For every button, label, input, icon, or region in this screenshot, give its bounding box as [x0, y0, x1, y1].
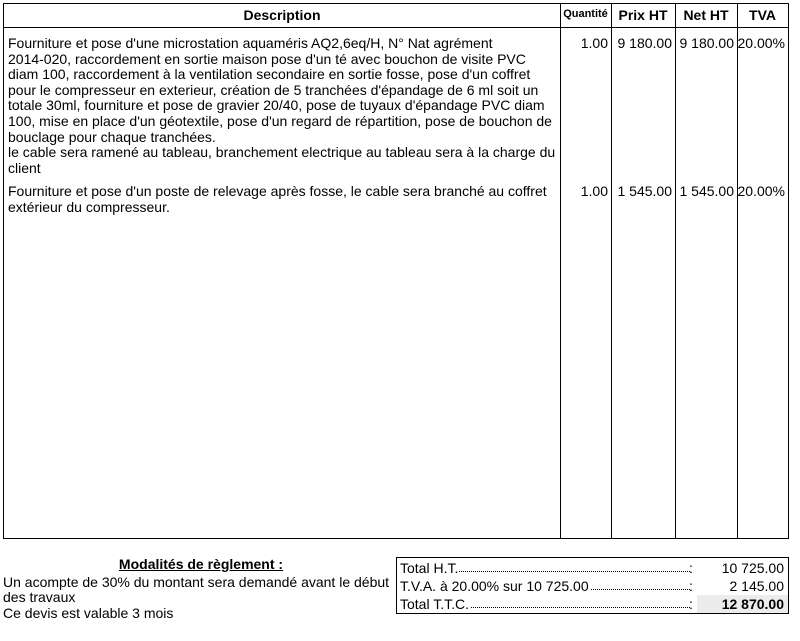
- header-net-ht: Net HT: [683, 7, 729, 23]
- description-line: 100, mise en place d'un géotextile, pose d'un regard de répartition, pose de bouchon de: [8, 112, 552, 129]
- payment-terms-title: Modalités de règlement :: [118, 556, 284, 572]
- total-ht-value: 10 725.00: [721, 560, 784, 576]
- payment-terms: [3, 557, 393, 621]
- row-prix-ht: 1 545.00: [617, 183, 672, 199]
- description-line: bouclage pour chaque tranchées.: [8, 128, 216, 145]
- row-net-ht: 1 545.00: [679, 183, 734, 199]
- description-line: le cable sera ramené au tableau, branchement electrique au tableau sera à la charge du: [8, 144, 556, 161]
- quote-table: [3, 3, 789, 539]
- description-line: Fourniture et pose d'un poste de relevage après fosse, le cable sera branché au coffret: [8, 183, 547, 199]
- payment-terms-line: des travaux: [3, 589, 76, 605]
- total-ttc-label: Total T.T.C.: [400, 596, 469, 612]
- total-ttc-colon: :: [689, 596, 693, 612]
- row-quantity: 1.00: [580, 35, 608, 51]
- row-description: [8, 184, 554, 215]
- total-ht-colon: :: [689, 560, 693, 576]
- tva-label: T.V.A. à 20.00% sur 10 725.00: [400, 578, 589, 594]
- header-description: Description: [243, 7, 321, 23]
- total-ttc-value: 12 870.00: [721, 596, 784, 612]
- row-tva: 20.00%: [737, 183, 785, 199]
- description-line: totale 30ml, fourniture et pose de gravier 20/40, pose de tuyaux d'épandage PVC diam: [8, 97, 545, 114]
- tva-colon: :: [689, 578, 693, 594]
- table-body: [4, 28, 788, 538]
- row-description: [8, 36, 554, 176]
- total-ht-row: [397, 559, 788, 577]
- totals-box: [396, 557, 789, 614]
- description-line: extérieur du compresseur.: [8, 198, 170, 215]
- row-net-ht: 9 180.00: [679, 35, 734, 51]
- description-line: pour le compresseur en exterieur, création de 5 tranchées d'épandage de 6 ml soit un: [8, 81, 539, 98]
- payment-terms-line: Un acompte de 30% du montant sera demandé avant le début: [3, 573, 390, 590]
- total-ht-label: Total H.T.: [400, 560, 459, 576]
- description-line: client: [8, 159, 41, 176]
- row-tva: 20.00%: [737, 35, 785, 51]
- description-line: diam 100, raccordement à la ventilation secondaire en sortie fosse, pose d'un coffret: [8, 66, 531, 83]
- row-prix-ht: 9 180.00: [617, 35, 672, 51]
- row-quantity: 1.00: [580, 183, 608, 199]
- header-tva: TVA: [749, 7, 776, 23]
- tva-row: [397, 577, 788, 595]
- header-quantity: Quantité: [563, 8, 608, 20]
- total-ttc-row: [397, 595, 788, 613]
- header-prix-ht: Prix HT: [618, 7, 668, 23]
- payment-terms-line: Ce devis est valable 3 mois: [3, 604, 174, 621]
- description-line: 2014-020, raccordement en sortie maison pose d'un té avec bouchon de visite PVC: [8, 50, 526, 67]
- tva-value: 2 145.00: [729, 578, 784, 594]
- description-line: Fourniture et pose d'une microstation aquaméris AQ2,6eq/H, N° Nat agrément: [8, 35, 493, 51]
- table-header: [4, 4, 788, 28]
